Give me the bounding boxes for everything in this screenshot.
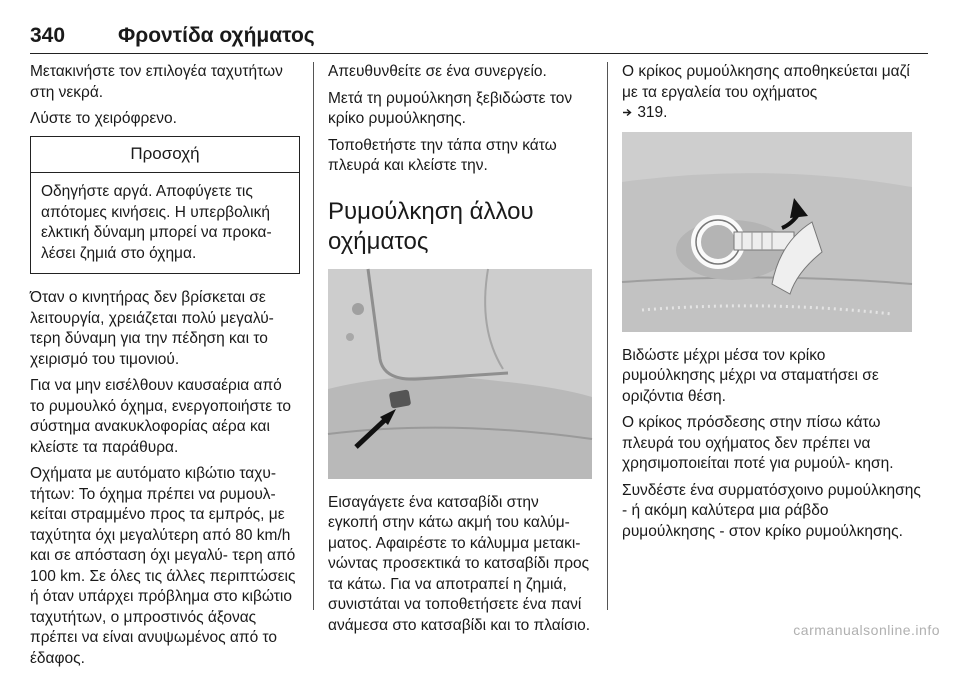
caution-box (30, 136, 300, 275)
column-divider-2 (607, 62, 608, 610)
page-reference: 319. (637, 104, 668, 121)
paragraph: Απευθυνθείτε σε ένα συνεργείο. (328, 63, 547, 80)
caution-title: Προσοχή (31, 137, 299, 174)
page-title: Φροντίδα οχήματος (118, 24, 315, 47)
paragraph (622, 62, 922, 124)
paragraph: Για να μην εισέλθουν καυσαέρια από το ρυμουλκό όχημα, ενεργοποιήστε το σύστημα ανακυκλοφορίας αέρα και κλείστε τα παράθυρα. (30, 377, 291, 456)
column-divider-1 (313, 62, 314, 610)
paragraph: Μετά τη ρυμούλκηση ξεβιδώστε τον κρίκο ρυμούλκησης. (328, 89, 573, 127)
illustration-cover-removal (328, 269, 592, 479)
paragraph: Τοποθετήστε την τάπα στην κάτω πλευρά και κλείστε την. (328, 136, 557, 174)
page-header (30, 18, 928, 54)
paragraph: Βιδώστε μέχρι μέσα τον κρίκο ρυμούλκησης μέχρι να σταματήσει σε οριζόντια θέση. (622, 346, 879, 405)
page-ref-arrow-icon (622, 104, 637, 121)
column-3 (622, 62, 922, 548)
illustration-tow-eye (622, 132, 912, 332)
caution-text: Οδηγήστε αργά. Αποφύγετε τις απότομες κινήσεις. Η υπερβολική ελκτική δύναμη μπορεί να προκα‑ λέσει ζημιά στο όχημα. (41, 183, 272, 262)
tow-eye-illustration (622, 132, 912, 332)
paragraph: Εισαγάγετε ένα κατσαβίδι στην εγκοπή στην κάτω ακμή του καλύμ‑ ματος. Αφαιρέστε το κάλυμμα μετακι‑ νώντας προσεκτικά το κατσαβίδι προς τα κάτω. Για να αποτραπεί η ζημιά, συνιστάται να τοποθετήσετε ένα πανί ανάμεσα στο κατσαβίδι και το πλαίσιο. (328, 493, 591, 634)
watermark: carmanualsonline.info (793, 622, 940, 638)
page-number: 340 (30, 24, 66, 47)
section-title: Ρυμούλκηση άλλου οχήματος (328, 197, 534, 255)
column-1 (30, 62, 300, 675)
paragraph: Οχήματα με αυτόματο κιβώτιο ταχυ‑ τήτων: Το όχημα πρέπει να ρυμουλ‑ κείται στραμμένο προς τα εμπρός, με ταχύτητα όχι μεγαλύτερη από 80 km/h και σε απόσταση όχι μεγαλύ‑ τερη από 100 km. Σε όλες τις άλλες περιπτώσεις ή όταν υπάρχει πρόβλημα στο κιβώτιο ταχυτήτων, ο μπροστινός άξονας πρέπει να είναι ανυψωμένος από το έδαφος. (30, 465, 296, 667)
bumper-cover-illustration (328, 269, 592, 479)
paragraph: Λύστε το χειρόφρενο. (30, 110, 177, 127)
column-2 (328, 62, 592, 642)
paragraph: Μετακινήστε τον επιλογέα ταχυτήτων στη νεκρά. (30, 63, 283, 101)
paragraph-text: Ο κρίκος ρυμούλκησης αποθηκεύεται μαζί με τα εργαλεία του οχήματος (622, 63, 910, 101)
paragraph: Συνδέστε ένα συρματόσχοινο ρυμούλκησης ‑ ή ακόμη καλύτερα μια ράβδο ρυμούλκησης ‑ στον κρίκο ρυμούλκησης. (622, 481, 921, 540)
paragraph: Όταν ο κινητήρας δεν βρίσκεται σε λειτουργία, χρειάζεται πολύ μεγαλύ‑ τερη δύναμη για την πέδηση και το χειρισμό του τιμονιού. (30, 289, 274, 368)
paragraph: Ο κρίκος πρόσδεσης στην πίσω κάτω πλευρά του οχήματος δεν πρέπει να χρησιμοποιείται ποτέ για ρυμούλ‑ κηση. (622, 414, 894, 472)
